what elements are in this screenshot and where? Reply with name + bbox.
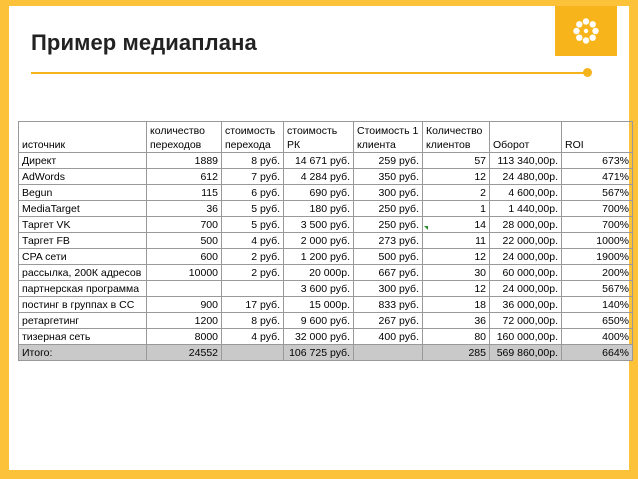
value-cell: 9 600 руб. [284,313,354,329]
value-cell: 1000% [562,233,633,249]
value-cell: 11 [423,233,490,249]
value-cell: 36 000,00р. [490,297,562,313]
source-cell: партнерская программа [19,281,147,297]
value-cell: 4 284 руб. [284,169,354,185]
title-underline-dot [583,68,592,77]
value-cell: 664% [562,345,633,361]
value-cell: 24 000,00р. [490,249,562,265]
value-cell: 700% [562,201,633,217]
page-title: Пример медиаплана [31,30,257,55]
value-cell: 113 340,00р. [490,153,562,169]
value-cell: 18 [423,297,490,313]
value-cell: 700% [562,217,633,233]
header-cell: стоимость перехода [222,122,284,153]
value-cell: 1900% [562,249,633,265]
header-cell: Стоимость 1 клиента [354,122,423,153]
header-cell: ROI [562,122,633,153]
table-row [19,297,633,313]
value-cell: 17 руб. [222,297,284,313]
value-cell: 259 руб. [354,153,423,169]
value-cell: 180 руб. [284,201,354,217]
value-cell: 1200 [147,313,222,329]
header-cell: Количество клиентов [423,122,490,153]
value-cell: 400% [562,329,633,345]
table-row [19,313,633,329]
value-cell: 2 000 руб. [284,233,354,249]
value-cell: 612 [147,169,222,185]
value-cell: 12 [423,169,490,185]
title-underline [31,72,586,74]
value-cell: 24 480,00р. [490,169,562,185]
value-cell: 250 руб. [354,201,423,217]
value-cell: 673% [562,153,633,169]
value-cell: 700 [147,217,222,233]
value-cell: 72 000,00р. [490,313,562,329]
value-cell: 500 руб. [354,249,423,265]
value-cell: 140% [562,297,633,313]
value-cell: 80 [423,329,490,345]
value-cell: 350 руб. [354,169,423,185]
source-cell: MediaTarget [19,201,147,217]
value-cell: 2 руб. [222,265,284,281]
value-cell: 900 [147,297,222,313]
value-cell: 32 000 руб. [284,329,354,345]
table-row [19,217,633,233]
table-row [19,265,633,281]
table-row [19,281,633,297]
value-cell: 200% [562,265,633,281]
value-cell: 471% [562,169,633,185]
value-cell: 24 000,00р. [490,281,562,297]
value-cell: 36 [147,201,222,217]
source-cell: Таргет FB [19,233,147,249]
value-cell: 833 руб. [354,297,423,313]
value-cell: 3 600 руб. [284,281,354,297]
total-row [19,345,633,361]
value-cell: 300 руб. [354,185,423,201]
value-cell: 285 [423,345,490,361]
cell-comment-marker-icon [424,226,428,230]
value-cell: 28 000,00р. [490,217,562,233]
value-cell: 1 200 руб. [284,249,354,265]
source-cell: Итого: [19,345,147,361]
source-cell: CPA сети [19,249,147,265]
brand-badge [555,6,617,56]
source-cell: Begun [19,185,147,201]
value-cell: 500 [147,233,222,249]
source-cell: Директ [19,153,147,169]
value-cell: 8 руб. [222,153,284,169]
value-cell: 667 руб. [354,265,423,281]
value-cell: 4 600,00р. [490,185,562,201]
value-cell [222,281,284,297]
value-cell: 7 руб. [222,169,284,185]
value-cell [354,345,423,361]
value-cell: 600 [147,249,222,265]
value-cell: 160 000,00р. [490,329,562,345]
source-cell: тизерная сеть [19,329,147,345]
value-cell: 36 [423,313,490,329]
value-cell: 5 руб. [222,217,284,233]
media-plan-table [18,121,633,361]
value-cell: 8000 [147,329,222,345]
table-header-row [19,122,633,153]
value-cell: 106 725 руб. [284,345,354,361]
value-cell: 12 [423,281,490,297]
value-cell [147,281,222,297]
value-cell: 1889 [147,153,222,169]
value-cell: 5 руб. [222,201,284,217]
table-row [19,153,633,169]
value-cell: 8 руб. [222,313,284,329]
value-cell: 690 руб. [284,185,354,201]
source-cell: ретаргетинг [19,313,147,329]
value-cell: 400 руб. [354,329,423,345]
source-cell: Таргет VK [19,217,147,233]
flower-icon [571,16,601,46]
value-cell: 14 [423,217,490,233]
header-cell: количество переходов [147,122,222,153]
table-row [19,169,633,185]
table-row [19,329,633,345]
header-cell: источник [19,122,147,153]
value-cell: 15 000р. [284,297,354,313]
value-cell [222,345,284,361]
value-cell: 267 руб. [354,313,423,329]
value-cell: 1 [423,201,490,217]
value-cell: 250 руб. [354,217,423,233]
value-cell: 115 [147,185,222,201]
value-cell: 2 руб. [222,249,284,265]
value-cell: 30 [423,265,490,281]
value-cell: 6 руб. [222,185,284,201]
value-cell: 60 000,00р. [490,265,562,281]
value-cell: 3 500 руб. [284,217,354,233]
value-cell: 569 860,00р. [490,345,562,361]
value-cell: 24552 [147,345,222,361]
header-cell: Оборот [490,122,562,153]
value-cell: 650% [562,313,633,329]
header-cell: стоимость РК [284,122,354,153]
value-cell: 567% [562,281,633,297]
value-cell: 567% [562,185,633,201]
value-cell: 12 [423,249,490,265]
value-cell: 300 руб. [354,281,423,297]
value-cell: 14 671 руб. [284,153,354,169]
value-cell: 10000 [147,265,222,281]
source-cell: AdWords [19,169,147,185]
table-row [19,201,633,217]
table-row [19,233,633,249]
source-cell: рассылка, 200К адресов [19,265,147,281]
value-cell: 22 000,00р. [490,233,562,249]
value-cell: 4 руб. [222,329,284,345]
value-cell: 273 руб. [354,233,423,249]
value-cell: 4 руб. [222,233,284,249]
value-cell: 2 [423,185,490,201]
value-cell: 57 [423,153,490,169]
table-row [19,185,633,201]
value-cell: 20 000р. [284,265,354,281]
value-cell: 1 440,00р. [490,201,562,217]
source-cell: постинг в группах в СС [19,297,147,313]
table-row [19,249,633,265]
